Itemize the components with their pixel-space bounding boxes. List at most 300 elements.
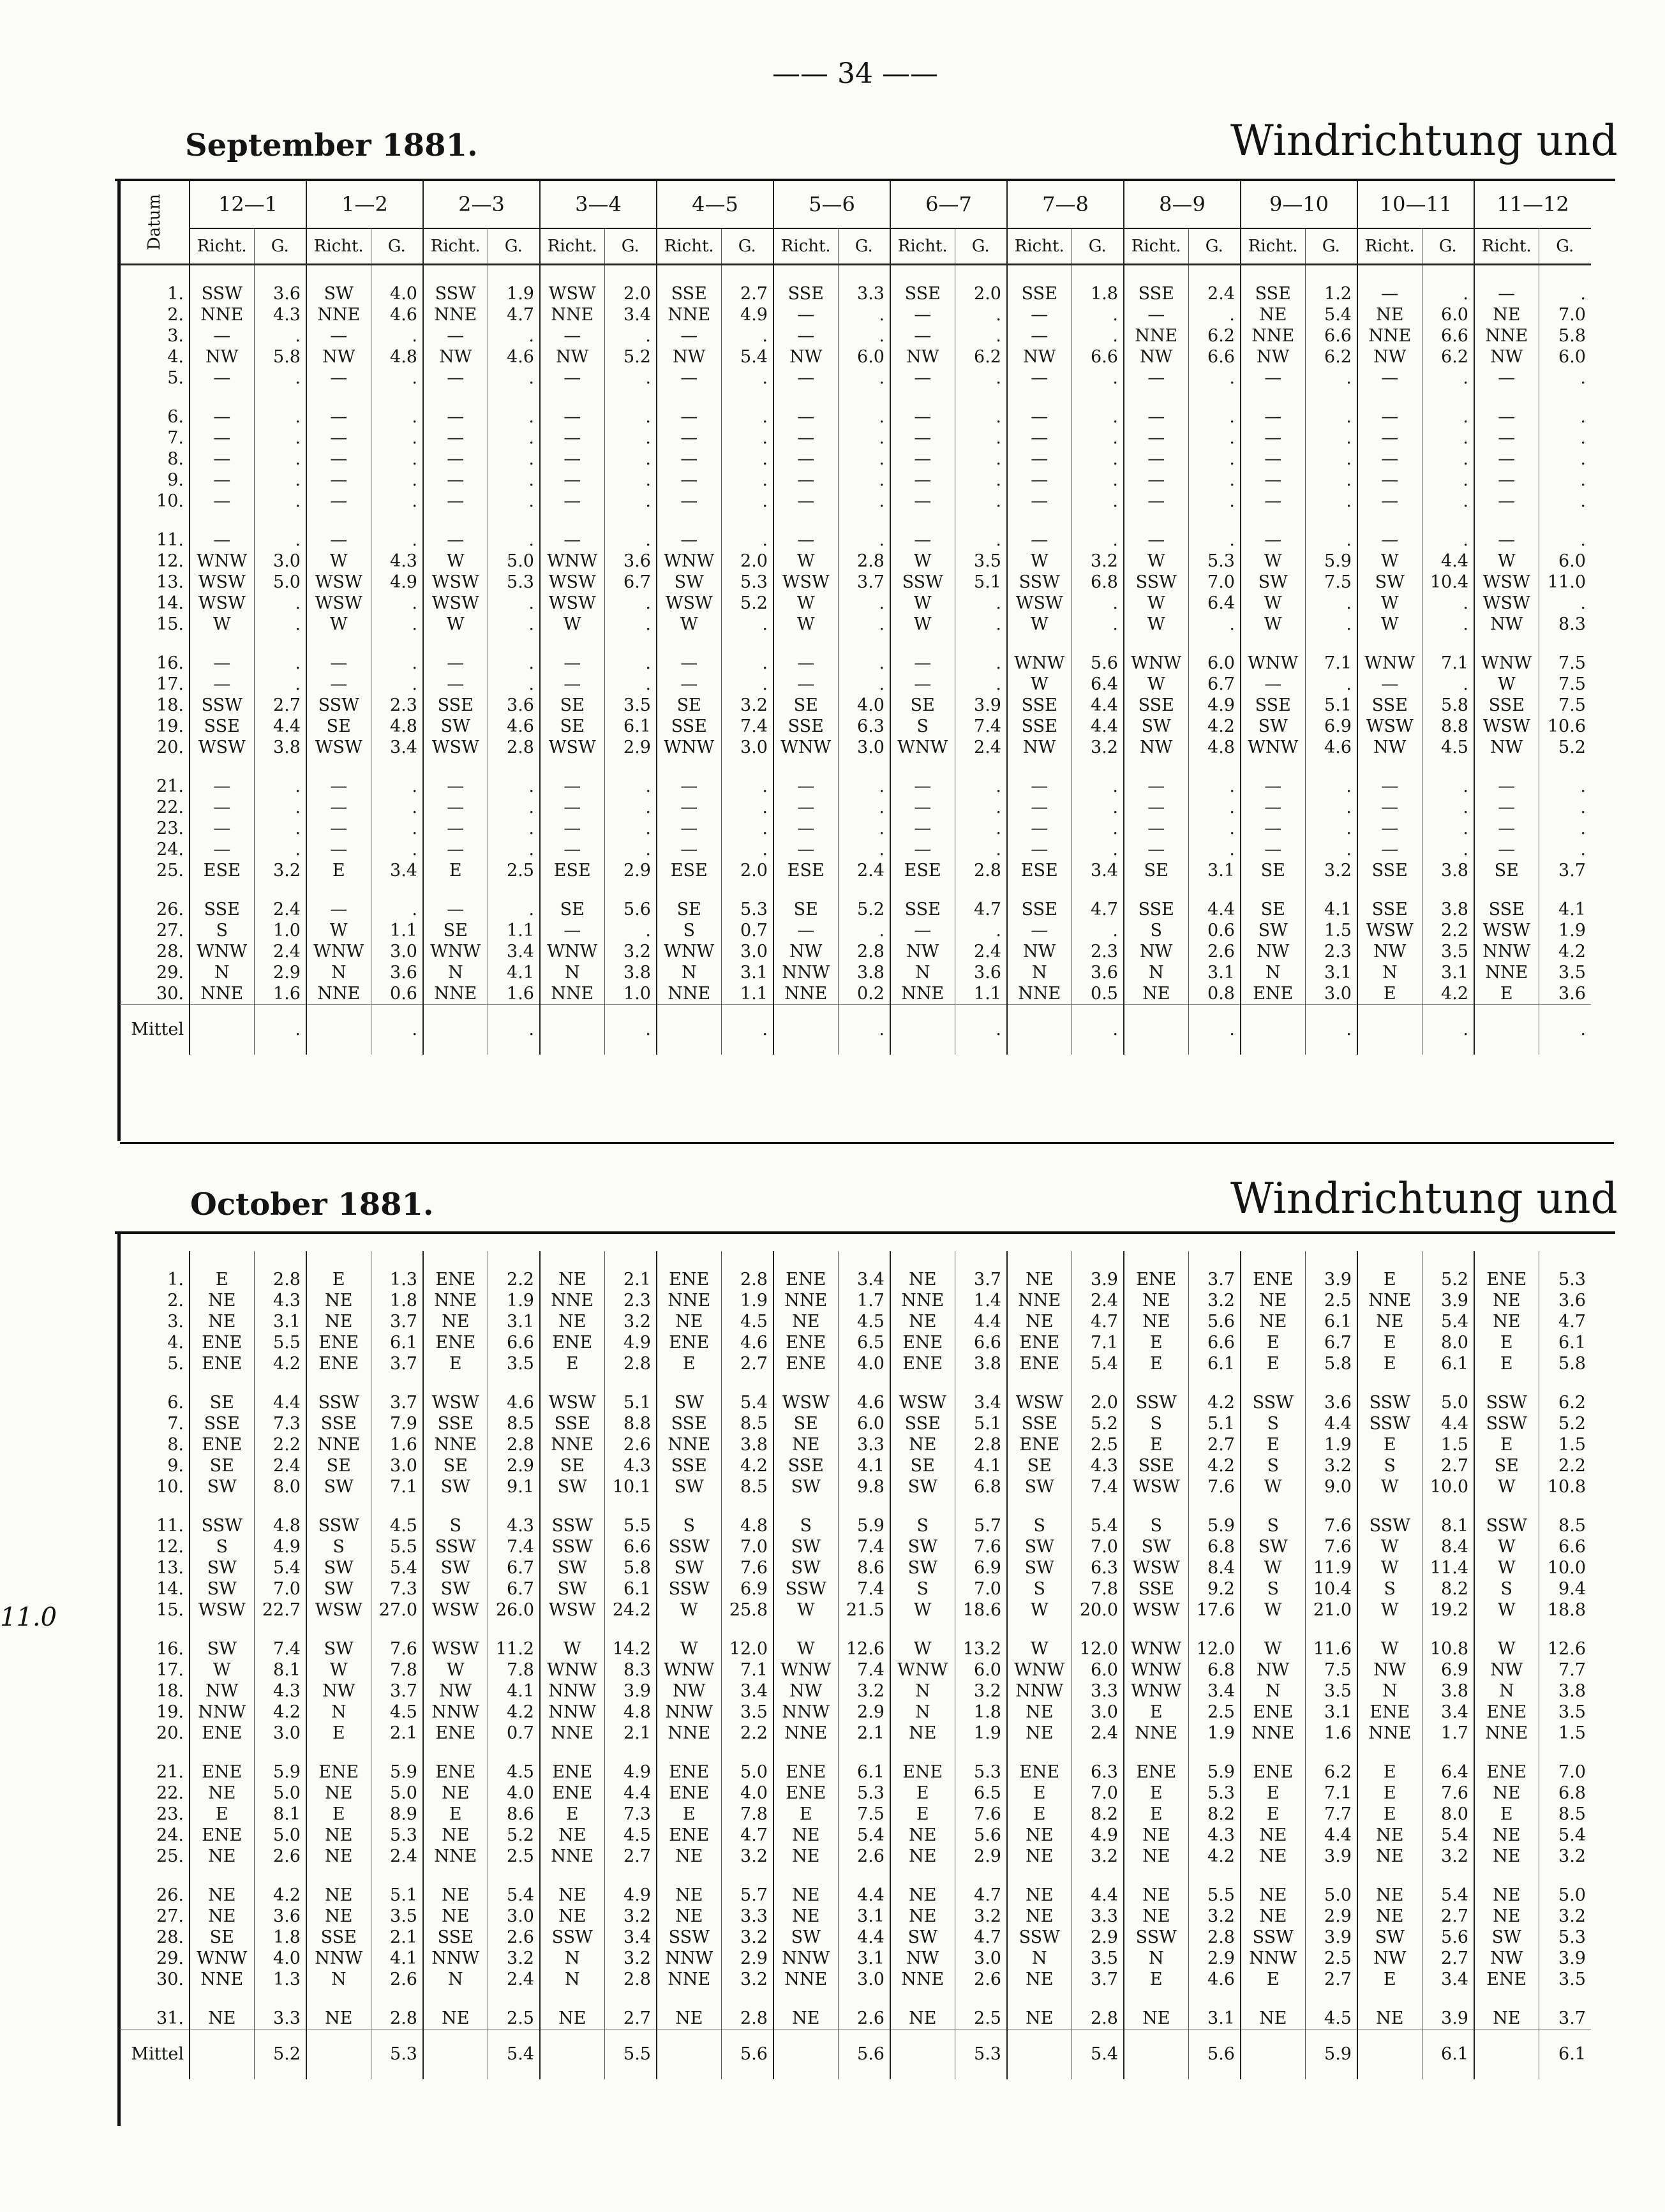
direction-cell: SSE [1007,283,1071,304]
mittel-speed-cell: 5.4 [488,2030,540,2080]
direction-cell: ESE [540,860,604,881]
direction-cell: W [1474,551,1539,572]
speed-cell: . [488,593,540,614]
speed-cell: . [838,304,890,325]
speed-cell: 6.6 [1188,1332,1241,1353]
direction-cell: — [190,776,254,797]
direction-cell: — [190,406,254,427]
gap-cell [1305,635,1357,653]
speed-cell: 5.2 [1071,1413,1124,1434]
gap-cell [838,635,890,653]
direction-cell: NNE [773,983,838,1005]
direction-cell: SSE [1357,695,1422,716]
direction-cell: W [890,614,955,635]
direction-cell: NE [1124,2008,1188,2030]
speed-cell: 3.2 [721,1969,773,1990]
table-row [120,983,1591,1005]
direction-cell: NE [1474,1906,1539,1927]
direction-cell: NE [190,2008,254,2030]
speed-cell: . [838,427,890,449]
speed-cell: . [1305,776,1357,797]
direction-cell: NNE [1474,962,1539,983]
direction-cell: — [1241,406,1305,427]
gap-cell [1241,265,1305,284]
gap-cell [423,635,488,653]
speed-cell: 4.2 [721,1455,773,1476]
gap-cell [120,389,190,406]
direction-cell: ENE [306,1353,371,1374]
gap-cell [120,1374,190,1392]
direction-cell: S [190,1536,254,1557]
speed-cell: . [1305,797,1357,818]
direction-cell: NNE [423,1846,488,1867]
direction-cell: E [1241,1783,1305,1804]
direction-cell: W [306,614,371,635]
speed-cell: 4.6 [1188,1969,1241,1990]
hour-header: 10—11 [1357,181,1474,228]
speed-cell: . [955,776,1007,797]
speed-cell: . [955,530,1007,551]
speed-cell: 4.8 [371,346,423,367]
speed-cell: . [1305,491,1357,512]
speed-cell: . [1422,283,1474,304]
speed-cell: 7.7 [1305,1804,1357,1825]
speed-cell: 2.8 [1071,2008,1124,2030]
direction-cell: SW [1241,572,1305,593]
direction-cell: NW [306,346,371,367]
gap-cell [1124,1497,1188,1515]
mittel-direction-cell [306,2030,371,2080]
gap-cell [1124,635,1188,653]
row-gap [120,1621,1591,1638]
direction-cell: NE [1357,1906,1422,1927]
direction-cell: SSW [1474,1413,1539,1434]
direction-cell: W [1357,614,1422,635]
gap-cell [1241,1744,1305,1762]
richt-header: Richt. [190,228,254,265]
speed-cell: 6.2 [1539,1392,1591,1413]
speed-cell: 8.1 [254,1659,306,1681]
direction-cell: SSW [423,1536,488,1557]
direction-cell: NNE [1007,983,1071,1005]
mittel-speed-cell: 5.3 [955,2030,1007,2080]
gap-cell [1357,1744,1422,1762]
gap-cell [540,758,604,776]
table-row [120,530,1591,551]
speed-cell: 2.5 [1305,1948,1357,1969]
direction-cell: NNW [773,1702,838,1723]
speed-cell: 3.4 [838,1269,890,1290]
direction-cell: E [657,1804,721,1825]
speed-cell: 3.0 [1305,983,1357,1005]
speed-cell: . [1422,449,1474,470]
direction-cell: SE [890,695,955,716]
direction-cell: NW [306,1681,371,1702]
gap-cell [1124,1374,1188,1392]
direction-cell: NE [1007,1885,1071,1906]
speed-cell: 3.8 [955,1353,1007,1374]
direction-cell: SSW [657,1578,721,1600]
speed-cell: 6.9 [1422,1659,1474,1681]
direction-cell: N [1241,962,1305,983]
direction-cell: — [1124,367,1188,389]
gap-cell [1539,1497,1591,1515]
speed-cell: 10.4 [1422,572,1474,593]
mittel-label: Mittel [120,2030,190,2080]
speed-cell: 5.4 [721,346,773,367]
direction-cell: W [1007,614,1071,635]
direction-cell: — [306,776,371,797]
hour-header: 3—4 [540,181,657,228]
speed-cell: 4.1 [838,1455,890,1476]
direction-cell: — [306,470,371,491]
direction-cell: NNW [1241,1948,1305,1969]
speed-cell: 3.1 [1305,962,1357,983]
direction-cell: N [890,1681,955,1702]
speed-cell: 3.1 [838,1906,890,1927]
direction-cell: SSW [540,1927,604,1948]
direction-cell: SE [1241,860,1305,881]
direction-cell: WNW [1357,653,1422,674]
direction-cell: SSW [190,695,254,716]
speed-cell: 5.3 [838,1783,890,1804]
gap-cell [254,512,306,530]
direction-cell: W [1357,1600,1422,1621]
speed-cell: . [488,470,540,491]
direction-cell: NE [190,1290,254,1311]
direction-cell: W [1241,1476,1305,1497]
gap-cell [773,389,838,406]
speed-cell: 2.9 [488,1455,540,1476]
hour-header: 1—2 [306,181,423,228]
speed-cell: . [488,491,540,512]
gap-cell [1357,389,1422,406]
gap-cell [773,881,838,899]
speed-cell: 4.4 [604,1783,657,1804]
speed-cell: 3.6 [254,283,306,304]
direction-cell: E [1357,1969,1422,1990]
speed-cell: 4.3 [254,304,306,325]
speed-cell: 3.4 [721,1681,773,1702]
direction-cell: NE [773,2008,838,2030]
gap-cell [190,1867,254,1885]
gap-cell [1241,1990,1305,2008]
speed-cell: 6.8 [1539,1783,1591,1804]
datum-cell: 16. [156,1639,184,1659]
speed-cell: 2.7 [1422,1906,1474,1927]
speed-cell: 1.6 [488,983,540,1005]
speed-cell: 7.1 [1422,653,1474,674]
gap-cell [1539,758,1591,776]
direction-cell: N [1124,1948,1188,1969]
speed-cell: 6.9 [1305,716,1357,737]
direction-cell: — [1007,839,1071,860]
table-row [120,1885,1591,1906]
direction-cell: — [1007,818,1071,839]
datum-cell: 9. [167,1456,184,1476]
speed-cell: 6.1 [1422,1353,1474,1374]
table-row [120,1455,1591,1476]
direction-cell: NE [657,2008,721,2030]
speed-cell: . [371,491,423,512]
speed-cell: . [254,653,306,674]
speed-cell: 10.8 [1539,1476,1591,1497]
speed-cell: 1.0 [254,920,306,941]
direction-cell: SSE [1007,1413,1071,1434]
direction-cell: ENE [190,1825,254,1846]
speed-cell: 26.0 [488,1600,540,1621]
speed-cell: 6.0 [1071,1659,1124,1681]
speed-cell: . [1188,614,1241,635]
gap-cell [1357,1497,1422,1515]
direction-cell: WSW [540,1600,604,1621]
speed-cell: . [721,491,773,512]
direction-cell: SE [540,716,604,737]
direction-cell: E [1474,1332,1539,1353]
gap-cell [540,512,604,530]
gap-cell [1007,1497,1071,1515]
gap-cell [1188,1990,1241,2008]
speed-cell: 7.9 [371,1413,423,1434]
gap-cell [604,758,657,776]
mittel-direction-cell [306,1005,371,1055]
speed-cell: 5.0 [371,1783,423,1804]
direction-cell: — [1124,491,1188,512]
gap-cell [1124,1621,1188,1638]
direction-cell: ENE [773,1269,838,1290]
speed-cell: 1.8 [955,1702,1007,1723]
speed-cell: 6.6 [1422,325,1474,346]
speed-cell: 3.2 [721,695,773,716]
direction-cell: SSE [773,716,838,737]
direction-cell: SE [773,899,838,920]
gap-cell [1241,1621,1305,1638]
datum-cell: 11. [156,1516,184,1536]
direction-cell: NE [773,1906,838,1927]
speed-cell: 6.6 [488,1332,540,1353]
gap-cell [721,512,773,530]
direction-cell: — [1357,406,1422,427]
speed-cell: 8.0 [1422,1804,1474,1825]
direction-cell: NNE [1241,1723,1305,1744]
speed-cell: 5.9 [1305,551,1357,572]
gap-cell [838,1744,890,1762]
speed-cell: 4.5 [721,1311,773,1332]
speed-cell: 4.0 [254,1948,306,1969]
direction-cell: — [1241,818,1305,839]
gap-cell [890,1251,955,1269]
gap-cell [604,1867,657,1885]
speed-cell: . [371,470,423,491]
gap-cell [371,1621,423,1638]
direction-cell: — [190,530,254,551]
mittel-speed-cell: 6.1 [1422,2030,1474,2080]
speed-cell: 8.0 [254,1476,306,1497]
speed-cell: 7.5 [1305,572,1357,593]
direction-cell: ENE [890,1332,955,1353]
gap-cell [1357,1867,1422,1885]
direction-cell: ENE [1007,1434,1071,1455]
direction-cell: — [190,797,254,818]
speed-cell: 3.2 [1305,1455,1357,1476]
speed-cell: 12.0 [1188,1638,1241,1659]
table-row [120,1906,1591,1927]
speed-cell: 5.9 [371,1762,423,1783]
speed-cell: 4.5 [1305,2008,1357,2030]
direction-cell: SW [306,1638,371,1659]
gap-cell [890,389,955,406]
speed-cell: 4.3 [371,551,423,572]
gap-cell [306,758,371,776]
direction-cell: — [657,367,721,389]
gap-cell [1007,1744,1071,1762]
speed-cell: . [1539,449,1591,470]
direction-cell: NE [1007,2008,1071,2030]
speed-cell: 1.5 [1422,1434,1474,1455]
direction-cell: — [540,325,604,346]
speed-cell: 5.8 [1422,695,1474,716]
mittel-direction-cell [1007,2030,1071,2080]
direction-cell: W [1124,614,1188,635]
gap-cell [1188,881,1241,899]
direction-cell: — [423,776,488,797]
speed-cell: . [1071,920,1124,941]
speed-cell: 3.4 [955,1392,1007,1413]
speed-cell: 6.7 [488,1557,540,1578]
speed-cell: 27.0 [371,1600,423,1621]
direction-cell: NE [1241,1906,1305,1927]
speed-cell: . [1422,491,1474,512]
direction-cell: N [1124,962,1188,983]
speed-cell: . [604,614,657,635]
speed-cell: 3.7 [371,1311,423,1332]
speed-cell: 3.9 [1071,1269,1124,1290]
direction-cell: ESE [773,860,838,881]
direction-cell: S [1357,1578,1422,1600]
direction-cell: NE [423,1885,488,1906]
gap-cell [890,1744,955,1762]
speed-cell: 10.8 [1422,1638,1474,1659]
mittel-direction-cell [773,1005,838,1055]
speed-cell: 7.3 [254,1413,306,1434]
speed-cell: 4.0 [838,1353,890,1374]
gap-cell [1357,265,1422,284]
datum-cell: 10. [156,491,184,511]
direction-cell: W [1357,1536,1422,1557]
gap-cell [254,265,306,284]
direction-cell: NE [1241,304,1305,325]
speed-cell: 4.5 [371,1515,423,1536]
speed-cell: . [955,325,1007,346]
direction-cell: — [423,653,488,674]
direction-cell: — [1241,674,1305,695]
table-row [120,1269,1591,1290]
direction-cell: WNW [657,941,721,962]
speed-cell: 3.2 [1539,1846,1591,1867]
direction-cell: ENE [1241,1762,1305,1783]
speed-cell: 2.9 [604,737,657,758]
direction-cell: — [1124,530,1188,551]
direction-cell: — [1357,839,1422,860]
speed-cell: 1.6 [1305,1723,1357,1744]
speed-cell: 3.8 [1422,860,1474,881]
speed-cell: 6.5 [838,1332,890,1353]
gap-cell [423,1497,488,1515]
gap-cell [540,635,604,653]
datum-cell: 4. [167,347,184,367]
direction-cell: N [190,962,254,983]
direction-cell: — [890,920,955,941]
gap-cell [890,881,955,899]
speed-cell: . [1539,491,1591,512]
gap-cell [721,1990,773,2008]
speed-cell: 3.7 [371,1392,423,1413]
datum-cell: 20. [156,738,184,757]
direction-cell: — [1007,449,1071,470]
speed-cell: 5.6 [1071,653,1124,674]
speed-cell: 6.0 [1539,346,1591,367]
direction-cell: — [1007,797,1071,818]
speed-cell: 1.2 [1305,283,1357,304]
speed-cell: 1.6 [254,983,306,1005]
direction-cell: WNW [190,551,254,572]
direction-cell: E [1357,1783,1422,1804]
gap-cell [721,1621,773,1638]
direction-cell: NE [1474,304,1539,325]
direction-cell: SE [540,899,604,920]
speed-cell: 6.0 [955,1659,1007,1681]
direction-cell: ENE [1474,1762,1539,1783]
direction-cell: NE [190,1311,254,1332]
direction-cell: W [1241,1638,1305,1659]
speed-cell: . [1188,304,1241,325]
speed-cell: 6.2 [955,346,1007,367]
speed-cell: 5.7 [721,1885,773,1906]
table-row [120,572,1591,593]
table-row [120,674,1591,695]
mittel-direction-cell [890,1005,955,1055]
datum-cell: 30. [156,984,184,1004]
table-row [120,1783,1591,1804]
speed-cell: 4.7 [1539,1311,1591,1332]
gap-cell [1007,758,1071,776]
gap-cell [120,512,190,530]
direction-cell: — [1241,367,1305,389]
direction-cell: W [1474,1600,1539,1621]
direction-cell: SSE [657,1455,721,1476]
speed-cell: . [721,530,773,551]
direction-cell: SSW [1124,1392,1188,1413]
speed-cell: 2.3 [1071,941,1124,962]
mittel-row [120,1005,1591,1055]
speed-cell: . [1422,406,1474,427]
direction-cell: ENE [190,1723,254,1744]
direction-cell: S [1007,1515,1071,1536]
speed-cell: 4.9 [721,304,773,325]
direction-cell: ENE [657,1332,721,1353]
direction-cell: ENE [1124,1269,1188,1290]
gap-cell [604,389,657,406]
direction-cell: — [190,839,254,860]
gap-cell [657,1621,721,1638]
table-row [120,920,1591,941]
speed-cell: . [1539,427,1591,449]
speed-cell: 5.1 [955,1413,1007,1434]
speed-cell: . [371,818,423,839]
direction-cell: W [1357,551,1422,572]
speed-cell: . [1071,839,1124,860]
direction-cell: NE [1241,1290,1305,1311]
